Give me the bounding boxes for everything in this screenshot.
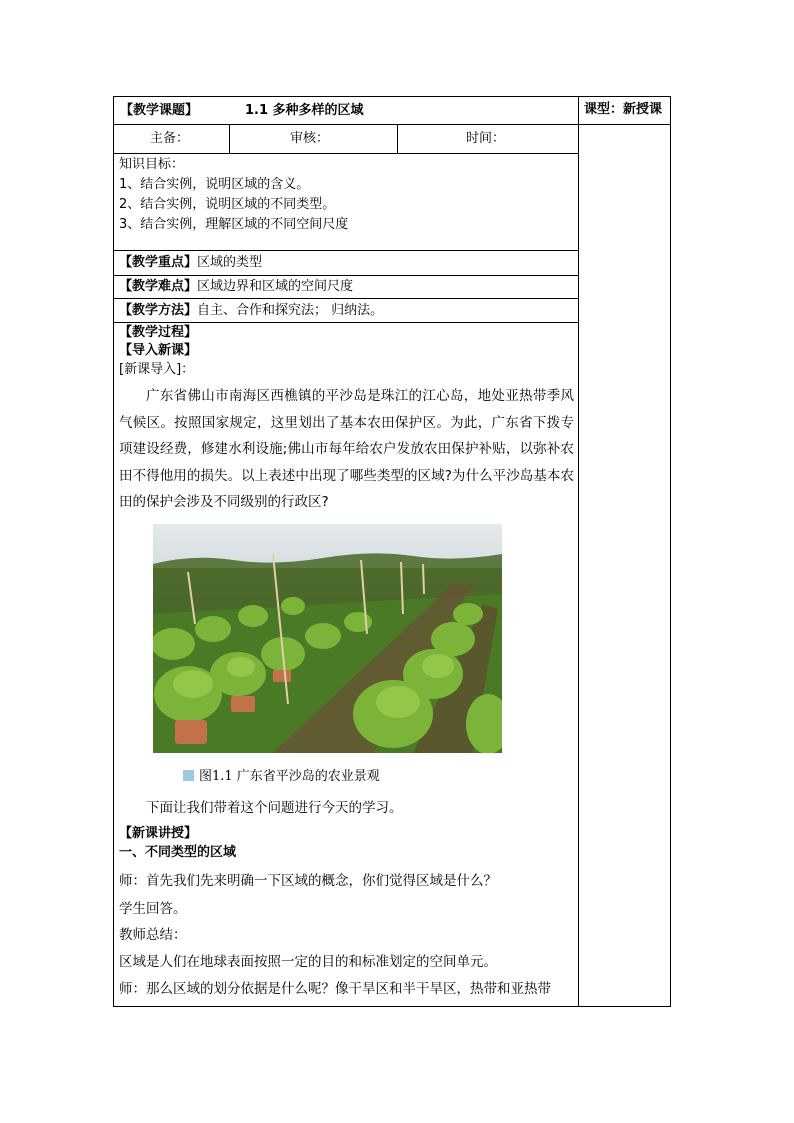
caption-marker-icon	[183, 770, 194, 781]
objective-item: 2、结合实例，说明区域的不同类型。	[119, 197, 336, 212]
dialog-line: 区域是人们在地球表面按照一定的目的和标准划定的空间单元。	[119, 954, 497, 970]
dialog-line: 师：那么区域的划分依据是什么呢？像干旱区和半干旱区，热带和亚热带	[119, 981, 551, 997]
reviewer-label: 审核：	[290, 131, 330, 146]
intro-sub: [新课导入]：	[119, 362, 195, 377]
difficulty-label: 【教学难点】	[119, 279, 198, 294]
meta-col-divider	[229, 124, 230, 153]
right-column-divider	[578, 96, 579, 1007]
figure-caption-row	[183, 765, 380, 784]
objective-item: 1、结合实例，说明区域的含义。	[119, 177, 310, 192]
figure-caption: 图1.1 广东省平沙岛的农业景观	[199, 769, 380, 784]
intro-title: 【导入新课】	[119, 343, 198, 358]
farmland-photo	[153, 524, 502, 753]
objective-item: 3、结合实例，理解区域的不同空间尺度	[119, 217, 349, 232]
objectives-title: 知识目标：	[119, 157, 185, 172]
method-row	[119, 303, 383, 319]
key-point-row	[119, 255, 262, 271]
lead-in: 下面让我们带着这个问题进行今天的学习。	[146, 800, 403, 816]
dialog-line: 学生回答。	[119, 901, 187, 917]
preparer-label: 主备：	[150, 131, 190, 146]
row-divider	[113, 275, 579, 276]
difficulty-value: 区域边界和区域的空间尺度	[197, 279, 354, 294]
section1-title: 一、不同类型的区域	[119, 845, 237, 860]
row-divider	[113, 298, 579, 299]
method-label: 【教学方法】	[119, 303, 198, 318]
key-point-label: 【教学重点】	[119, 255, 198, 270]
method-value: 自主、合作和探究法； 归纳法。	[197, 303, 384, 318]
intro-paragraph: 广东省佛山市南海区西樵镇的平沙岛是珠江的江心岛，地处亚热带季风气候区。按照国家规定，这里划出了基本农田保护区。为此，广东省下拨专项建设经费，修建水利设施;佛山市每年给农户发放农田保护补贴，以弥补农田不得他用的损失。以上表述中出现了哪些类型的区域?为什么平沙岛基本农田的保护会涉及不同级别的行政区?	[119, 388, 574, 510]
course-type: 课型：新授课	[584, 102, 663, 117]
row-divider	[113, 322, 579, 323]
time-label: 时间：	[466, 131, 506, 146]
meta-col-divider	[397, 124, 398, 153]
row-divider	[579, 124, 671, 125]
row-divider	[113, 250, 579, 251]
new-lesson-title: 【新课讲授】	[119, 826, 198, 841]
difficulty-row	[119, 279, 353, 295]
topic-label: 【教学课题】	[120, 103, 199, 118]
row-divider	[113, 153, 579, 154]
key-point-value: 区域的类型	[197, 255, 263, 270]
process-title: 【教学过程】	[119, 325, 198, 340]
dialog-line: 教师总结：	[119, 927, 187, 943]
dialog-line: 师：首先我们先来明确一下区域的概念，你们觉得区域是什么？	[119, 873, 497, 889]
topic-value: 1.1 多种多样的区域	[245, 103, 364, 118]
row-divider	[113, 124, 579, 125]
